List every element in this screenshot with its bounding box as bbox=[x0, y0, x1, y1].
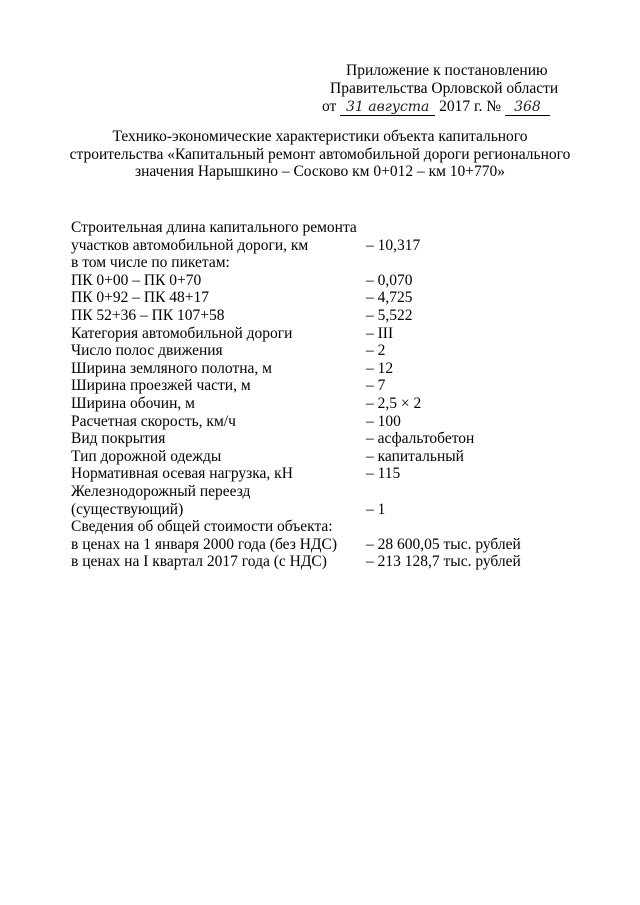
characteristics-list bbox=[71, 219, 571, 571]
handwritten-number: 368 bbox=[505, 100, 550, 116]
characteristic-value: – 100 bbox=[366, 412, 401, 430]
characteristic-row bbox=[71, 553, 571, 571]
characteristic-row bbox=[71, 254, 571, 272]
characteristic-label: Строительная длина капитального ремонта bbox=[71, 219, 357, 236]
characteristic-row bbox=[71, 219, 571, 237]
characteristic-label: участков автомобильной дороги, км bbox=[71, 236, 309, 254]
characteristic-row bbox=[71, 448, 571, 466]
handwritten-date: 31 августа bbox=[340, 100, 435, 116]
appendix-line-2: Правительства Орловской области bbox=[330, 80, 559, 97]
characteristic-value: – 2 bbox=[366, 342, 386, 360]
characteristic-label: Расчетная скорость, км/ч bbox=[71, 412, 236, 430]
characteristic-value: – 2,5 × 2 bbox=[366, 394, 422, 412]
characteristic-value: – капитальный bbox=[366, 447, 464, 465]
characteristic-row bbox=[71, 325, 571, 343]
characteristic-value: – 213 128,7 тыс. рублей bbox=[366, 553, 521, 571]
year-text: 2017 г. № bbox=[439, 98, 502, 115]
characteristic-row bbox=[71, 430, 571, 448]
characteristic-label: Сведения об общей стоимости объекта: bbox=[71, 518, 333, 536]
characteristic-row bbox=[71, 501, 571, 519]
characteristic-row bbox=[71, 360, 571, 378]
characteristic-value: – 1 bbox=[366, 500, 386, 518]
title-line-3: значения Нарышкино – Сосково км 0+012 – км 10+770» bbox=[134, 163, 506, 180]
characteristic-label: Железнодорожный переезд bbox=[71, 482, 251, 500]
title-line-2: строительства «Капитальный ремонт автомобильной дороги регионального bbox=[69, 145, 571, 163]
from-prefix: от bbox=[322, 98, 337, 115]
characteristic-row bbox=[71, 413, 571, 431]
characteristic-label: (существующий) bbox=[71, 500, 184, 518]
characteristic-value: – 28 600,05 тыс. рублей bbox=[366, 535, 521, 553]
characteristic-value: – III bbox=[366, 324, 394, 342]
characteristic-label: Ширина обочин, м bbox=[71, 394, 195, 412]
characteristic-row bbox=[71, 307, 571, 325]
characteristic-value: – 7 bbox=[366, 377, 386, 395]
characteristic-label: Тип дорожной одежды bbox=[71, 447, 222, 465]
characteristic-value: – 0,070 bbox=[366, 271, 413, 289]
characteristic-row bbox=[71, 237, 571, 255]
characteristic-label: в ценах на I квартал 2017 года (с НДС) bbox=[71, 553, 327, 571]
characteristic-value: – асфальтобетон bbox=[366, 430, 475, 448]
characteristic-row bbox=[71, 465, 571, 483]
characteristic-row bbox=[71, 289, 571, 307]
characteristic-label: в ценах на 1 января 2000 года (без НДС) bbox=[71, 535, 337, 553]
characteristic-row bbox=[71, 518, 571, 536]
characteristic-value: – 115 bbox=[366, 465, 401, 483]
characteristic-label: Ширина земляного полотна, м bbox=[71, 359, 272, 377]
characteristic-label: Вид покрытия bbox=[71, 430, 166, 448]
title-line-1: Технико-экономические характеристики объекта капитального bbox=[112, 128, 528, 145]
characteristic-value: – 10,317 bbox=[366, 236, 421, 254]
appendix-line-1: Приложение к постановлению bbox=[346, 62, 548, 79]
characteristic-label: Число полос движения bbox=[71, 342, 223, 360]
characteristic-label: Нормативная осевая нагрузка, кН bbox=[71, 465, 293, 483]
characteristic-row bbox=[71, 536, 571, 554]
characteristic-value: – 5,522 bbox=[366, 306, 413, 324]
characteristic-value: – 12 bbox=[366, 359, 394, 377]
characteristic-row bbox=[71, 272, 571, 290]
characteristic-row bbox=[71, 395, 571, 413]
characteristic-label: в том числе по пикетам: bbox=[71, 254, 230, 272]
characteristic-row bbox=[71, 342, 571, 360]
characteristic-value: – 4,725 bbox=[366, 289, 413, 307]
characteristic-row bbox=[71, 377, 571, 395]
characteristic-label: Категория автомобильной дороги bbox=[71, 324, 293, 342]
characteristic-label: ПК 0+92 – ПК 48+17 bbox=[71, 289, 210, 307]
appendix-line-3 bbox=[322, 98, 550, 116]
characteristic-row bbox=[71, 483, 571, 501]
characteristic-label: Ширина проезжей части, м bbox=[71, 377, 251, 395]
document-title bbox=[60, 128, 580, 181]
characteristic-label: ПК 0+00 – ПК 0+70 bbox=[71, 271, 202, 289]
characteristic-label: ПК 52+36 – ПК 107+58 bbox=[71, 306, 225, 324]
